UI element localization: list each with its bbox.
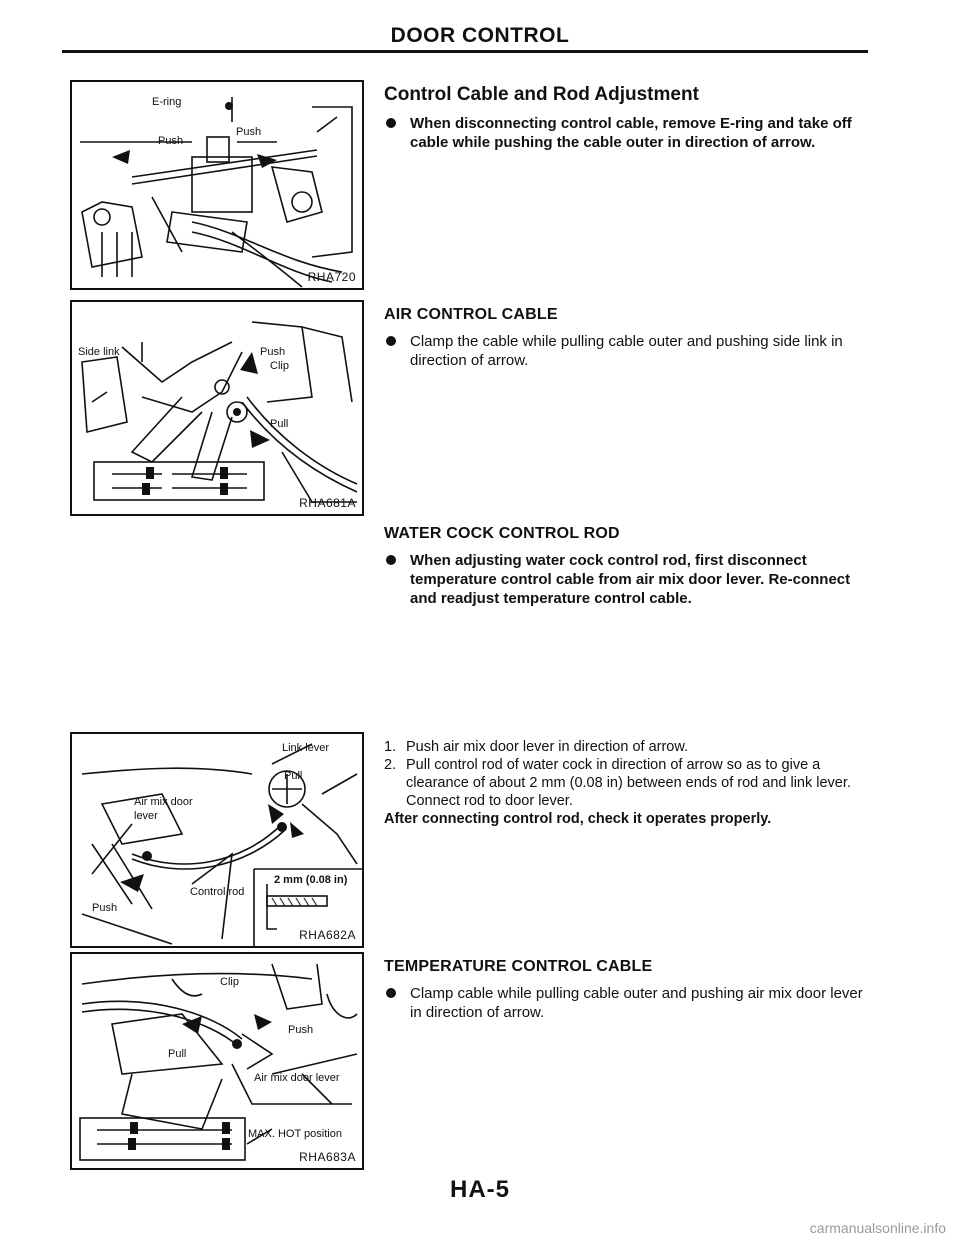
label-clearance: 2 mm (0.08 in) [274, 874, 348, 886]
label-link-lever: Link lever [282, 742, 330, 754]
page-header [0, 0, 960, 60]
air-control-bullet-text: Clamp the cable while pulling cable outer and pushing side link in direction of arrow. [410, 333, 843, 369]
figure-water-cock-drawing [72, 734, 362, 946]
label-push: Push [288, 1024, 314, 1036]
temperature-bullet-text: Clamp cable while pulling cable outer and pushing air mix door lever in direction of arrow. [410, 985, 863, 1021]
figure-code: RHA682A [299, 928, 356, 942]
water-cock-steps [384, 738, 874, 828]
label-push-right: Push [236, 126, 262, 138]
label-max-hot: MAX. HOT position [248, 1128, 342, 1140]
label-pull: Pull [168, 1048, 187, 1060]
step-number: 2. [384, 757, 397, 773]
label-push: Push [260, 346, 286, 358]
water-cock-bullet-text: When adjusting water cock control rod, first disconnect temperature control cable from air mix door lever. Re-connect and readjust temperature control cable. [410, 552, 851, 607]
label-push: Push [92, 902, 118, 914]
step-text: Push air mix door lever in direction of arrow. [406, 739, 689, 755]
figure-ering-drawing [72, 82, 362, 288]
intro-section [384, 84, 874, 152]
label-air-mix-door-lever: Air mix door lever [254, 1072, 340, 1084]
air-control-title: AIR CONTROL CABLE [384, 306, 558, 323]
temperature-section [384, 958, 874, 1022]
watermark[interactable]: carmanualsonline.info [809, 1220, 946, 1236]
water-cock-bullet [384, 551, 874, 608]
figure-code: RHA720 [307, 270, 356, 284]
label-ering: E-ring [152, 96, 182, 108]
label-air-mix-door: Air mix door [134, 796, 193, 808]
step-number: 1. [384, 739, 397, 755]
temperature-title: TEMPERATURE CONTROL CABLE [384, 958, 653, 975]
label-pull: Pull [284, 770, 303, 782]
after-note: After connecting control rod, check it operates properly. [384, 811, 772, 827]
label-lever: lever [134, 810, 158, 822]
bullet-icon [386, 118, 396, 128]
step-1 [384, 738, 874, 756]
air-control-bullet [384, 332, 874, 370]
label-push-left: Push [158, 135, 184, 147]
air-control-section [384, 306, 874, 370]
temperature-bullet [384, 984, 874, 1022]
figure-temperature-cable [70, 952, 364, 1170]
figure-air-control-drawing [72, 302, 362, 514]
figure-water-cock-rod [70, 732, 364, 948]
figure-code: RHA681A [299, 496, 356, 510]
section-title: Control Cable and Rod Adjustment [384, 84, 699, 105]
label-side-link: Side link [78, 346, 120, 358]
label-clip: Clip [220, 976, 239, 988]
figure-air-control-cable [70, 300, 364, 516]
bullet-icon [386, 555, 396, 565]
water-cock-section [384, 525, 874, 608]
intro-bullet-text: When disconnecting control cable, remove E-ring and take off cable while pushing the cable outer in direction of arrow. [410, 115, 852, 151]
header-rule [62, 50, 868, 53]
bullet-icon [386, 336, 396, 346]
label-control-rod: Control rod [190, 886, 245, 898]
label-clip: Clip [270, 360, 289, 372]
water-cock-title: WATER COCK CONTROL ROD [384, 525, 620, 542]
figure-code: RHA683A [299, 1150, 356, 1164]
step-text: Pull control rod of water cock in direction of arrow so as to give a clearance of about 2 mm (0.08 in) between ends of rod and link lever. Connect rod to door lever. [406, 757, 851, 809]
bullet-icon [386, 988, 396, 998]
step-2 [384, 756, 874, 810]
figure-ering-cable [70, 80, 364, 290]
intro-bullet [384, 114, 874, 152]
page-number: HA-5 [449, 1176, 510, 1203]
page-title: DOOR CONTROL [390, 24, 570, 47]
label-pull: Pull [270, 418, 289, 430]
